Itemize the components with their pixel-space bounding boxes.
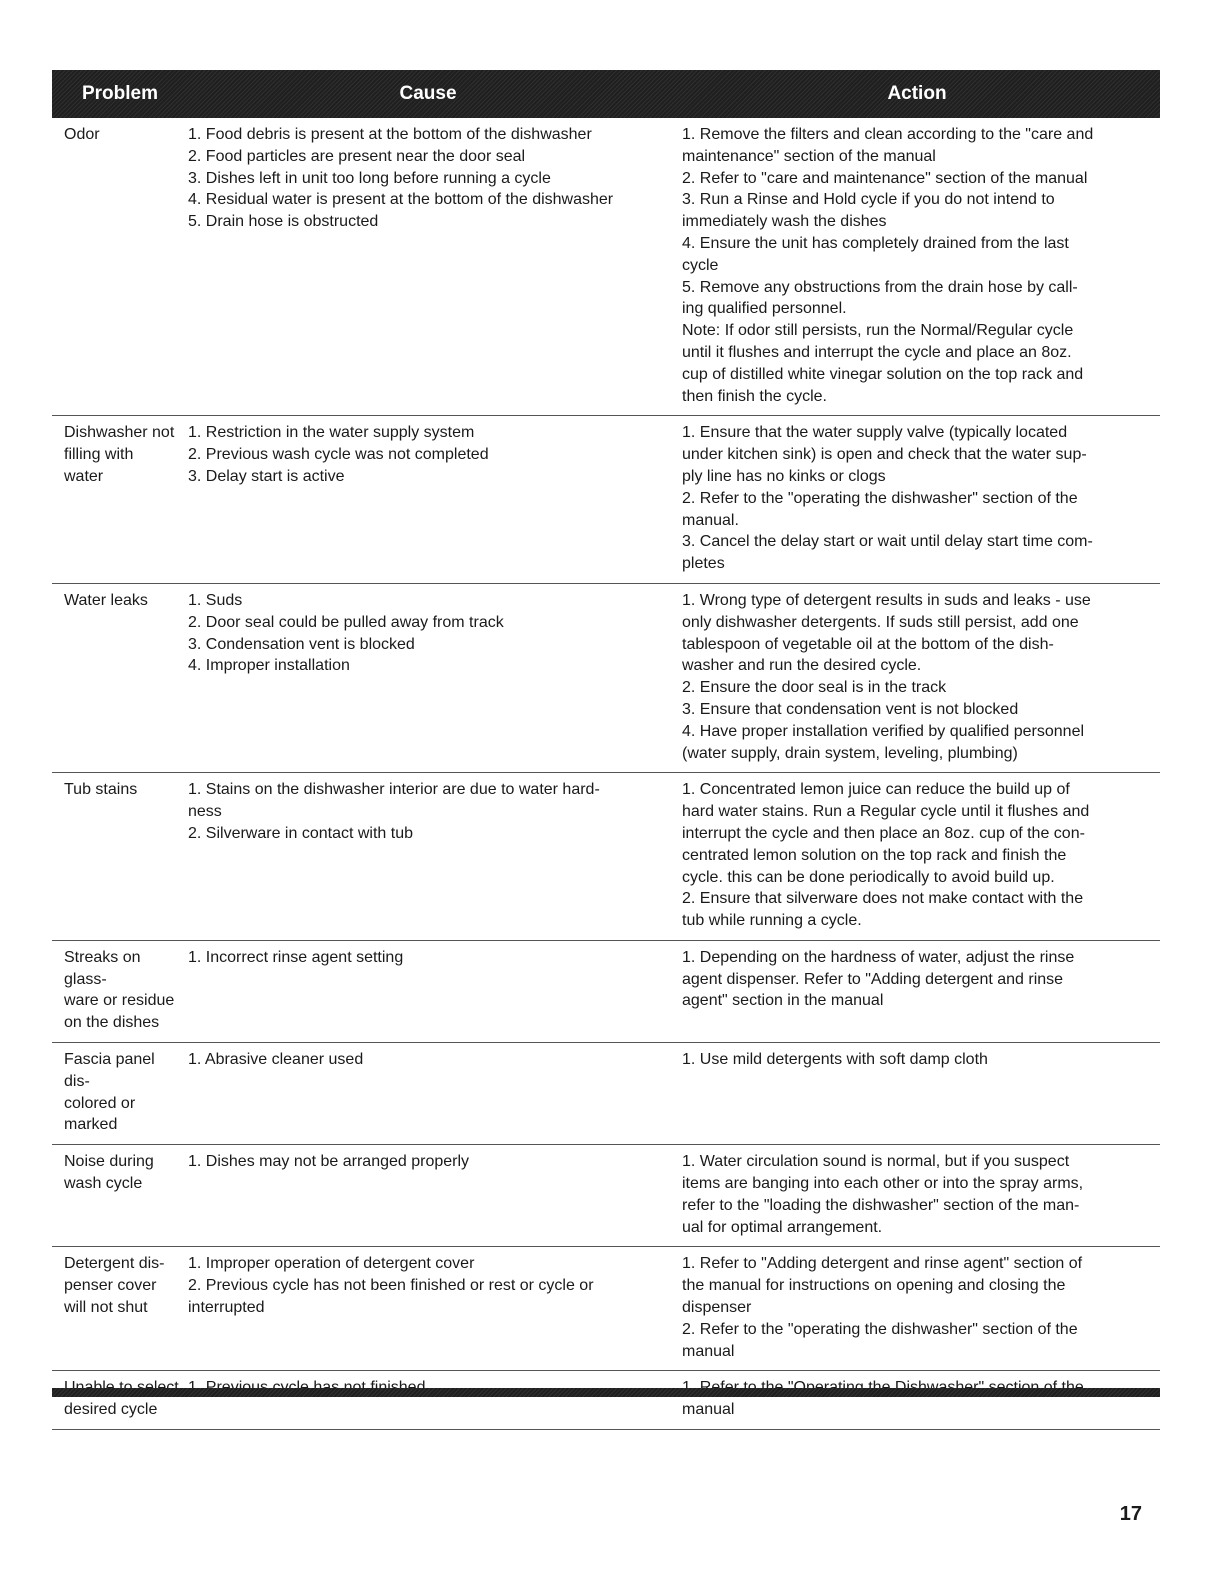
- cause-cell: [188, 590, 682, 764]
- action-cell-line: hard water stains. Run a Regular cycle until it flushes and: [682, 803, 1090, 821]
- action-cell-line: only dishwasher detergents. If suds still persist, add one: [682, 613, 1079, 631]
- problem-cell-line: marked: [64, 1116, 118, 1134]
- action-cell-line: 1. Remove the filters and clean according to the "care and: [682, 126, 1094, 143]
- action-cell: [682, 779, 1160, 932]
- problem-cell-line: Tub stains: [64, 781, 138, 799]
- cause-cell-line: 3. Condensation vent is blocked: [188, 635, 415, 653]
- cause-cell-line: 3. Dishes left in unit too long before running a cycle: [188, 169, 551, 187]
- cause-cell-line: 1. Stains on the dishwasher interior are due to water hard-: [188, 781, 600, 799]
- cause-cell-line: ness: [188, 803, 222, 821]
- action-cell-line: 3. Run a Rinse and Hold cycle if you do not intend to: [682, 191, 1055, 209]
- action-cell-line: refer to the "loading the dishwasher" section of the man-: [682, 1196, 1080, 1214]
- problem-cell-line: Detergent dis-: [64, 1255, 165, 1273]
- action-cell-line: under kitchen sink) is open and check that the water sup-: [682, 446, 1087, 464]
- table-row: [52, 773, 1160, 941]
- action-cell-line: 2. Refer to the "operating the dishwasher" section of the: [682, 1320, 1078, 1338]
- action-cell-line: until it flushes and interrupt the cycle and place an 8oz.: [682, 343, 1072, 361]
- problem-cell-line: Fascia panel dis-: [64, 1051, 155, 1090]
- problem-cell: [52, 124, 188, 407]
- action-cell-line: interrupt the cycle and then place an 8oz. cup of the con-: [682, 824, 1085, 842]
- action-cell-line: agent" section in the manual: [682, 992, 884, 1010]
- action-cell-line: cup of distilled white vinegar solution on the top rack and: [682, 365, 1084, 383]
- table-row: [52, 584, 1160, 773]
- action-cell-line: pletes: [682, 555, 725, 573]
- action-cell-line: centrated lemon solution on the top rack and finish the: [682, 846, 1067, 864]
- action-cell-line: 5. Remove any obstructions from the drain hose by call-: [682, 278, 1078, 296]
- action-cell-line: 2. Refer to the "operating the dishwasher" section of the: [682, 489, 1078, 507]
- header-problem: Problem: [81, 83, 159, 104]
- cause-cell: [188, 1049, 682, 1136]
- action-cell-line: tub while running a cycle.: [682, 912, 862, 930]
- action-cell-line: 1. Depending on the hardness of water, adjust the rinse: [682, 948, 1075, 966]
- action-cell: [682, 947, 1160, 1034]
- problem-cell-line: will not shut: [64, 1299, 148, 1317]
- page-number: 17: [1119, 1503, 1142, 1525]
- table-row: [52, 941, 1160, 1043]
- problem-cell-line: filling with: [64, 446, 134, 464]
- action-cell-line: 3. Cancel the delay start or wait until delay start time com-: [682, 533, 1093, 551]
- cause-cell-line: 1. Abrasive cleaner used: [188, 1051, 364, 1069]
- action-cell-line: 1. Concentrated lemon juice can reduce the build up of: [682, 781, 1070, 799]
- cause-cell: [188, 422, 682, 575]
- action-cell-line: 2. Ensure that silverware does not make contact with the: [682, 890, 1084, 908]
- cause-cell: [188, 947, 682, 1034]
- problem-cell-line: Water leaks: [64, 591, 148, 609]
- action-cell-line: the manual for instructions on opening and closing the: [682, 1277, 1066, 1295]
- action-cell-line: 1. Wrong type of detergent results in suds and leaks - use: [682, 591, 1091, 609]
- action-cell-line: ply line has no kinks or clogs: [682, 467, 886, 485]
- cause-cell-line: 2. Door seal could be pulled away from track: [188, 613, 504, 631]
- cause-cell-line: 2. Silverware in contact with tub: [188, 824, 413, 842]
- problem-cell: [52, 1151, 188, 1238]
- problem-cell: [52, 779, 188, 932]
- header-action: Action: [887, 83, 947, 104]
- problem-cell-line: wash cycle: [64, 1175, 143, 1193]
- cause-cell-line: 1. Incorrect rinse agent setting: [188, 948, 404, 966]
- action-cell-line: 1. Ensure that the water supply valve (typically located: [682, 424, 1068, 442]
- action-cell-line: then finish the cycle.: [682, 387, 827, 405]
- cause-cell-line: 4. Residual water is present at the bottom of the dishwasher: [188, 191, 614, 209]
- action-cell-line: 1. Refer to "Adding detergent and rinse agent" section of: [682, 1255, 1083, 1273]
- cause-cell: [188, 779, 682, 932]
- problem-cell-line: colored or: [64, 1094, 136, 1112]
- cause-cell-line: 5. Drain hose is obstructed: [188, 213, 379, 231]
- action-cell: [682, 124, 1160, 407]
- table-row: [52, 1145, 1160, 1247]
- action-cell-line: ual for optimal arrangement.: [682, 1218, 883, 1236]
- action-cell-line: cycle: [682, 256, 719, 274]
- table-row: [52, 1247, 1160, 1371]
- troubleshooting-table: [52, 70, 1160, 1430]
- action-cell-line: immediately wash the dishes: [682, 213, 887, 231]
- problem-cell: [52, 1377, 188, 1421]
- cause-cell-line: 1. Food debris is present at the bottom of the dishwasher: [188, 126, 592, 143]
- cause-cell-line: 4. Improper installation: [188, 657, 350, 675]
- problem-cell: [52, 1049, 188, 1136]
- action-cell-line: 3. Ensure that condensation vent is not blocked: [682, 700, 1019, 718]
- cause-cell-line: 1. Restriction in the water supply system: [188, 424, 475, 442]
- action-cell-line: agent dispenser. Refer to "Adding detergent and rinse: [682, 970, 1064, 988]
- action-cell-line: 2. Refer to "care and maintenance" section of the manual: [682, 169, 1088, 187]
- problem-cell: [52, 947, 188, 1034]
- action-cell-line: dispenser: [682, 1299, 752, 1317]
- cause-cell: [188, 124, 682, 407]
- cause-cell-line: interrupted: [188, 1299, 265, 1317]
- action-cell: [682, 1151, 1160, 1238]
- cause-cell: [188, 1151, 682, 1238]
- action-cell: [682, 1253, 1160, 1362]
- cause-cell-line: 1. Improper operation of detergent cover: [188, 1255, 475, 1273]
- action-cell-line: 2. Ensure the door seal is in the track: [682, 679, 947, 697]
- action-cell-line: manual: [682, 1342, 735, 1360]
- action-cell: [682, 1049, 1160, 1136]
- problem-cell: [52, 590, 188, 764]
- action-cell: [682, 422, 1160, 575]
- problem-cell-line: Noise during: [64, 1153, 154, 1171]
- action-cell-line: maintenance" section of the manual: [682, 147, 936, 165]
- action-cell-line: ing qualified personnel.: [682, 300, 847, 318]
- action-cell-line: Note: If odor still persists, run the Normal/Regular cycle: [682, 322, 1074, 340]
- problem-cell: [52, 422, 188, 575]
- problem-cell-line: Streaks on glass-: [64, 948, 141, 988]
- footer-bar: [52, 1388, 1160, 1397]
- table-row: [52, 416, 1160, 584]
- problem-cell-line: water: [64, 467, 104, 485]
- cause-cell-line: 2. Food particles are present near the door seal: [188, 147, 526, 165]
- cause-cell: [188, 1377, 682, 1421]
- action-cell-line: tablespoon of vegetable oil at the bottom of the dish-: [682, 635, 1054, 653]
- problem-cell-line: desired cycle: [64, 1401, 158, 1419]
- cause-cell-line: 1. Dishes may not be arranged properly: [188, 1153, 470, 1171]
- cause-cell: [188, 1253, 682, 1362]
- action-cell-line: manual: [682, 1401, 735, 1419]
- problem-cell-line: Dishwasher not: [64, 424, 175, 442]
- cause-cell-line: 3. Delay start is active: [188, 467, 345, 485]
- table-row: [52, 1043, 1160, 1145]
- action-cell-line: manual.: [682, 511, 739, 529]
- action-cell: [682, 590, 1160, 764]
- cause-cell-line: 2. Previous cycle has not been finished or rest or cycle or: [188, 1277, 594, 1295]
- table-row: [52, 118, 1160, 416]
- action-cell-line: 1. Use mild detergents with soft damp cloth: [682, 1051, 988, 1069]
- action-cell-line: (water supply, drain system, leveling, plumbing): [682, 744, 1018, 762]
- problem-cell-line: Odor: [64, 126, 100, 143]
- table-row: [52, 1371, 1160, 1430]
- action-cell-line: 1. Water circulation sound is normal, but if you suspect: [682, 1153, 1070, 1171]
- action-cell-line: items are banging into each other or into the spray arms,: [682, 1175, 1084, 1193]
- cause-cell-line: 1. Suds: [188, 591, 243, 609]
- action-cell: [682, 1377, 1160, 1421]
- problem-cell: [52, 1253, 188, 1362]
- table-body: [52, 118, 1160, 1430]
- action-cell-line: 4. Have proper installation verified by qualified personnel: [682, 722, 1085, 740]
- problem-cell-line: penser cover: [64, 1277, 157, 1295]
- action-cell-line: cycle. this can be done periodically to avoid build up.: [682, 868, 1055, 886]
- action-cell-line: washer and run the desired cycle.: [682, 657, 922, 675]
- table-header: [52, 70, 1160, 118]
- action-cell-line: 4. Ensure the unit has completely drained from the last: [682, 234, 1069, 252]
- problem-cell-line: on the dishes: [64, 1014, 160, 1032]
- cause-cell-line: 2. Previous wash cycle was not completed: [188, 446, 489, 464]
- header-cause: Cause: [399, 83, 457, 104]
- problem-cell-line: ware or residue: [64, 992, 175, 1010]
